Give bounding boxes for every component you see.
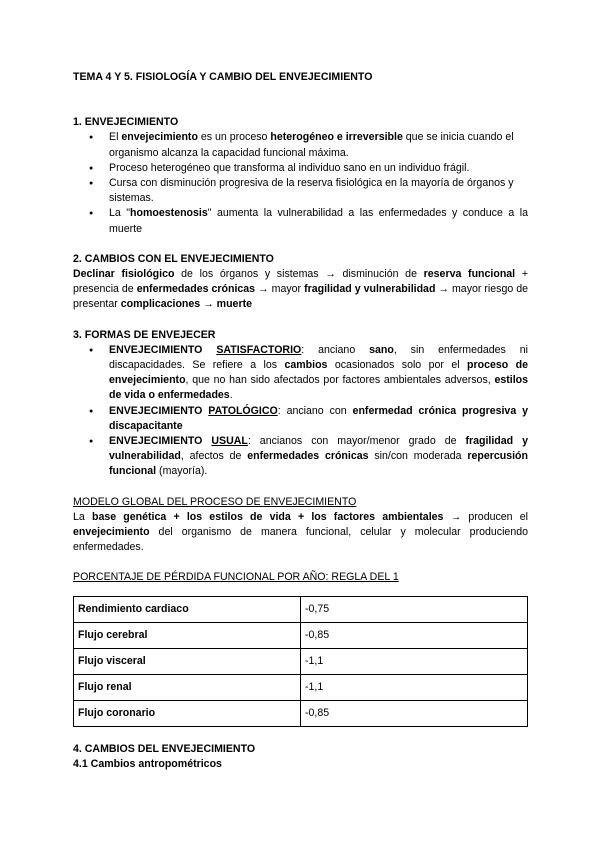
table-row <box>74 596 528 622</box>
perdida-funcional-table <box>73 596 528 727</box>
page-title: TEMA 4 Y 5. FISIOLOGÍA Y CAMBIO DEL ENVEJECIMIENTO <box>73 71 373 83</box>
table-cell-value: -1,1 <box>301 648 528 674</box>
section-1-list <box>73 130 528 236</box>
table-row <box>74 700 528 726</box>
table-cell-label: Flujo renal <box>74 674 301 700</box>
section-4-subheading: 4.1 Cambios antropométricos <box>73 757 222 770</box>
table-cell-value: -0,85 <box>301 700 528 726</box>
section-1-heading: 1. ENVEJECIMIENTO <box>73 116 179 129</box>
section-3-heading: 3. FORMAS DE ENVEJECER <box>73 328 216 341</box>
list-item: ● Proceso heterogéneo que transforma al individuo sano en un individuo frágil. <box>109 161 528 176</box>
table-cell-value: -0,75 <box>301 596 528 622</box>
table-row <box>74 622 528 648</box>
table-cell-value: -1,1 <box>301 674 528 700</box>
list-item: ● ENVEJECIMIENTO PATOLÓGICO: anciano con enfermedad crónica progresiva y discapacitante <box>109 404 528 434</box>
document-page <box>73 70 528 772</box>
list-item: ● Cursa con disminución progresiva de la reserva fisiológica en la mayoría de órganos y sistemas. <box>109 176 528 206</box>
list-item: ● ENVEJECIMIENTO USUAL: ancianos con mayor/menor grado de fragilidad y vulnerabilidad, afectos de enfermedades crónicas sin/con moderada repercusión funcional (mayoría). <box>109 434 528 480</box>
section-3-list <box>73 343 528 480</box>
list-item: ● ENVEJECIMIENTO SATISFACTORIO: anciano sano, sin enfermedades ni discapacidades. Se refiere a los cambios ocasionados solo por el proceso de envejecimiento, que no han sido afectados por factores ambientales adversos, estilos de vida o enfermedades. <box>109 343 528 404</box>
table-cell-value: -0,85 <box>301 622 528 648</box>
table-cell-label: Flujo visceral <box>74 648 301 674</box>
modelo-paragraph: La base genética + los estilos de vida + los factores ambientales → producen el envejecimiento del organismo de manera funcional, celular y molecular produciendo enfermedades. <box>73 510 528 554</box>
list-item: ● El envejecimiento es un proceso heterogéneo e irreversible que se inicia cuando el organismo alcanza la capacidad funcional máxima. <box>109 130 528 160</box>
section-2-paragraph: Declinar fisiológico de los órganos y sistemas → disminución de reserva funcional + presencia de enfermedades crónicas → mayor fragilidad y vulnerabilidad → mayor riesgo de presentar complicaciones → muerte <box>73 268 529 311</box>
porcentaje-heading: PORCENTAJE DE PÉRDIDA FUNCIONAL POR AÑO: REGLA DEL 1 <box>73 571 399 584</box>
section-4-heading: 4. CAMBIOS DEL ENVEJECIMIENTO <box>73 742 256 755</box>
section-2-heading: 2. CAMBIOS CON EL ENVEJECIMIENTO <box>73 252 274 265</box>
table-cell-label: Flujo coronario <box>74 700 301 726</box>
table-cell-label: Flujo cerebral <box>74 622 301 648</box>
table-cell-label: Rendimiento cardiaco <box>74 596 301 622</box>
table-row <box>74 648 528 674</box>
list-item: ● La "homoestenosis" aumenta la vulnerabilidad a las enfermedades y conduce a la muerte <box>109 206 528 236</box>
table-row <box>74 674 528 700</box>
modelo-heading: MODELO GLOBAL DEL PROCESO DE ENVEJECIMIENTO <box>73 495 357 508</box>
